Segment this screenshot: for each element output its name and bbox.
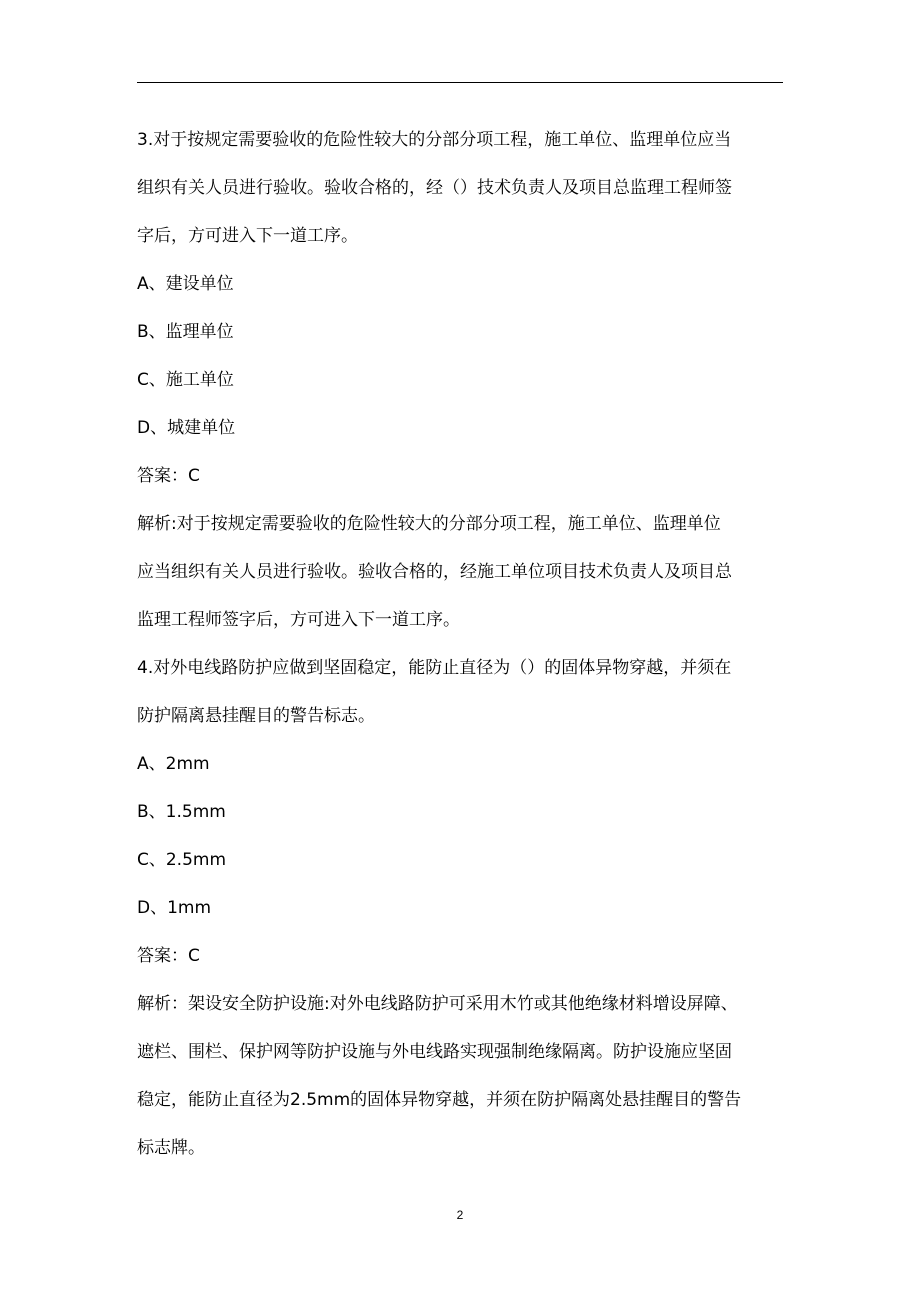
document-body	[137, 116, 797, 1172]
analysis-line: 监理工程师签字后，方可进入下一道工序。	[137, 610, 460, 630]
question-stem-line: 3.对于按规定需要验收的危险性较大的分部分项工程，施工单位、监理单位应当	[137, 130, 732, 150]
question-4	[137, 644, 797, 1172]
question-stem-line: 防护隔离悬挂醒目的警告标志。	[137, 706, 375, 726]
analysis-line: 解析：架设安全防护设施:对外电线路防护可采用木竹或其他绝缘材料增设屏障、	[137, 994, 738, 1014]
header-rule	[137, 82, 783, 83]
analysis-line: 应当组织有关人员进行验收。验收合格的，经施工单位项目技术负责人及项目总	[137, 562, 732, 582]
answer: 答案：C	[137, 466, 200, 486]
option-b: B、1.5mm	[137, 802, 226, 822]
answer: 答案：C	[137, 946, 200, 966]
analysis-line: 稳定，能防止直径为2.5mm的固体异物穿越，并须在防护隔离处悬挂醒目的警告	[137, 1090, 742, 1110]
option-d: D、1mm	[137, 898, 212, 918]
analysis-line: 解析:对于按规定需要验收的危险性较大的分部分项工程，施工单位、监理单位	[137, 514, 721, 534]
option-b: B、监理单位	[137, 322, 234, 342]
option-d: D、城建单位	[137, 418, 236, 438]
option-c: C、施工单位	[137, 370, 234, 390]
page-number: 2	[456, 1208, 464, 1222]
option-c: C、2.5mm	[137, 850, 227, 870]
option-a: A、2mm	[137, 754, 210, 774]
question-stem-line: 组织有关人员进行验收。验收合格的，经（）技术负责人及项目总监理工程师签	[137, 178, 732, 198]
analysis-line: 标志牌。	[137, 1138, 205, 1158]
question-3	[137, 116, 797, 644]
question-stem-line: 字后，方可进入下一道工序。	[137, 226, 358, 246]
analysis-line: 遮栏、围栏、保护网等防护设施与外电线路实现强制绝缘隔离。防护设施应坚固	[137, 1042, 732, 1062]
option-a: A、建设单位	[137, 274, 234, 294]
question-stem-line: 4.对外电线路防护应做到坚固稳定，能防止直径为（）的固体异物穿越，并须在	[137, 658, 732, 678]
